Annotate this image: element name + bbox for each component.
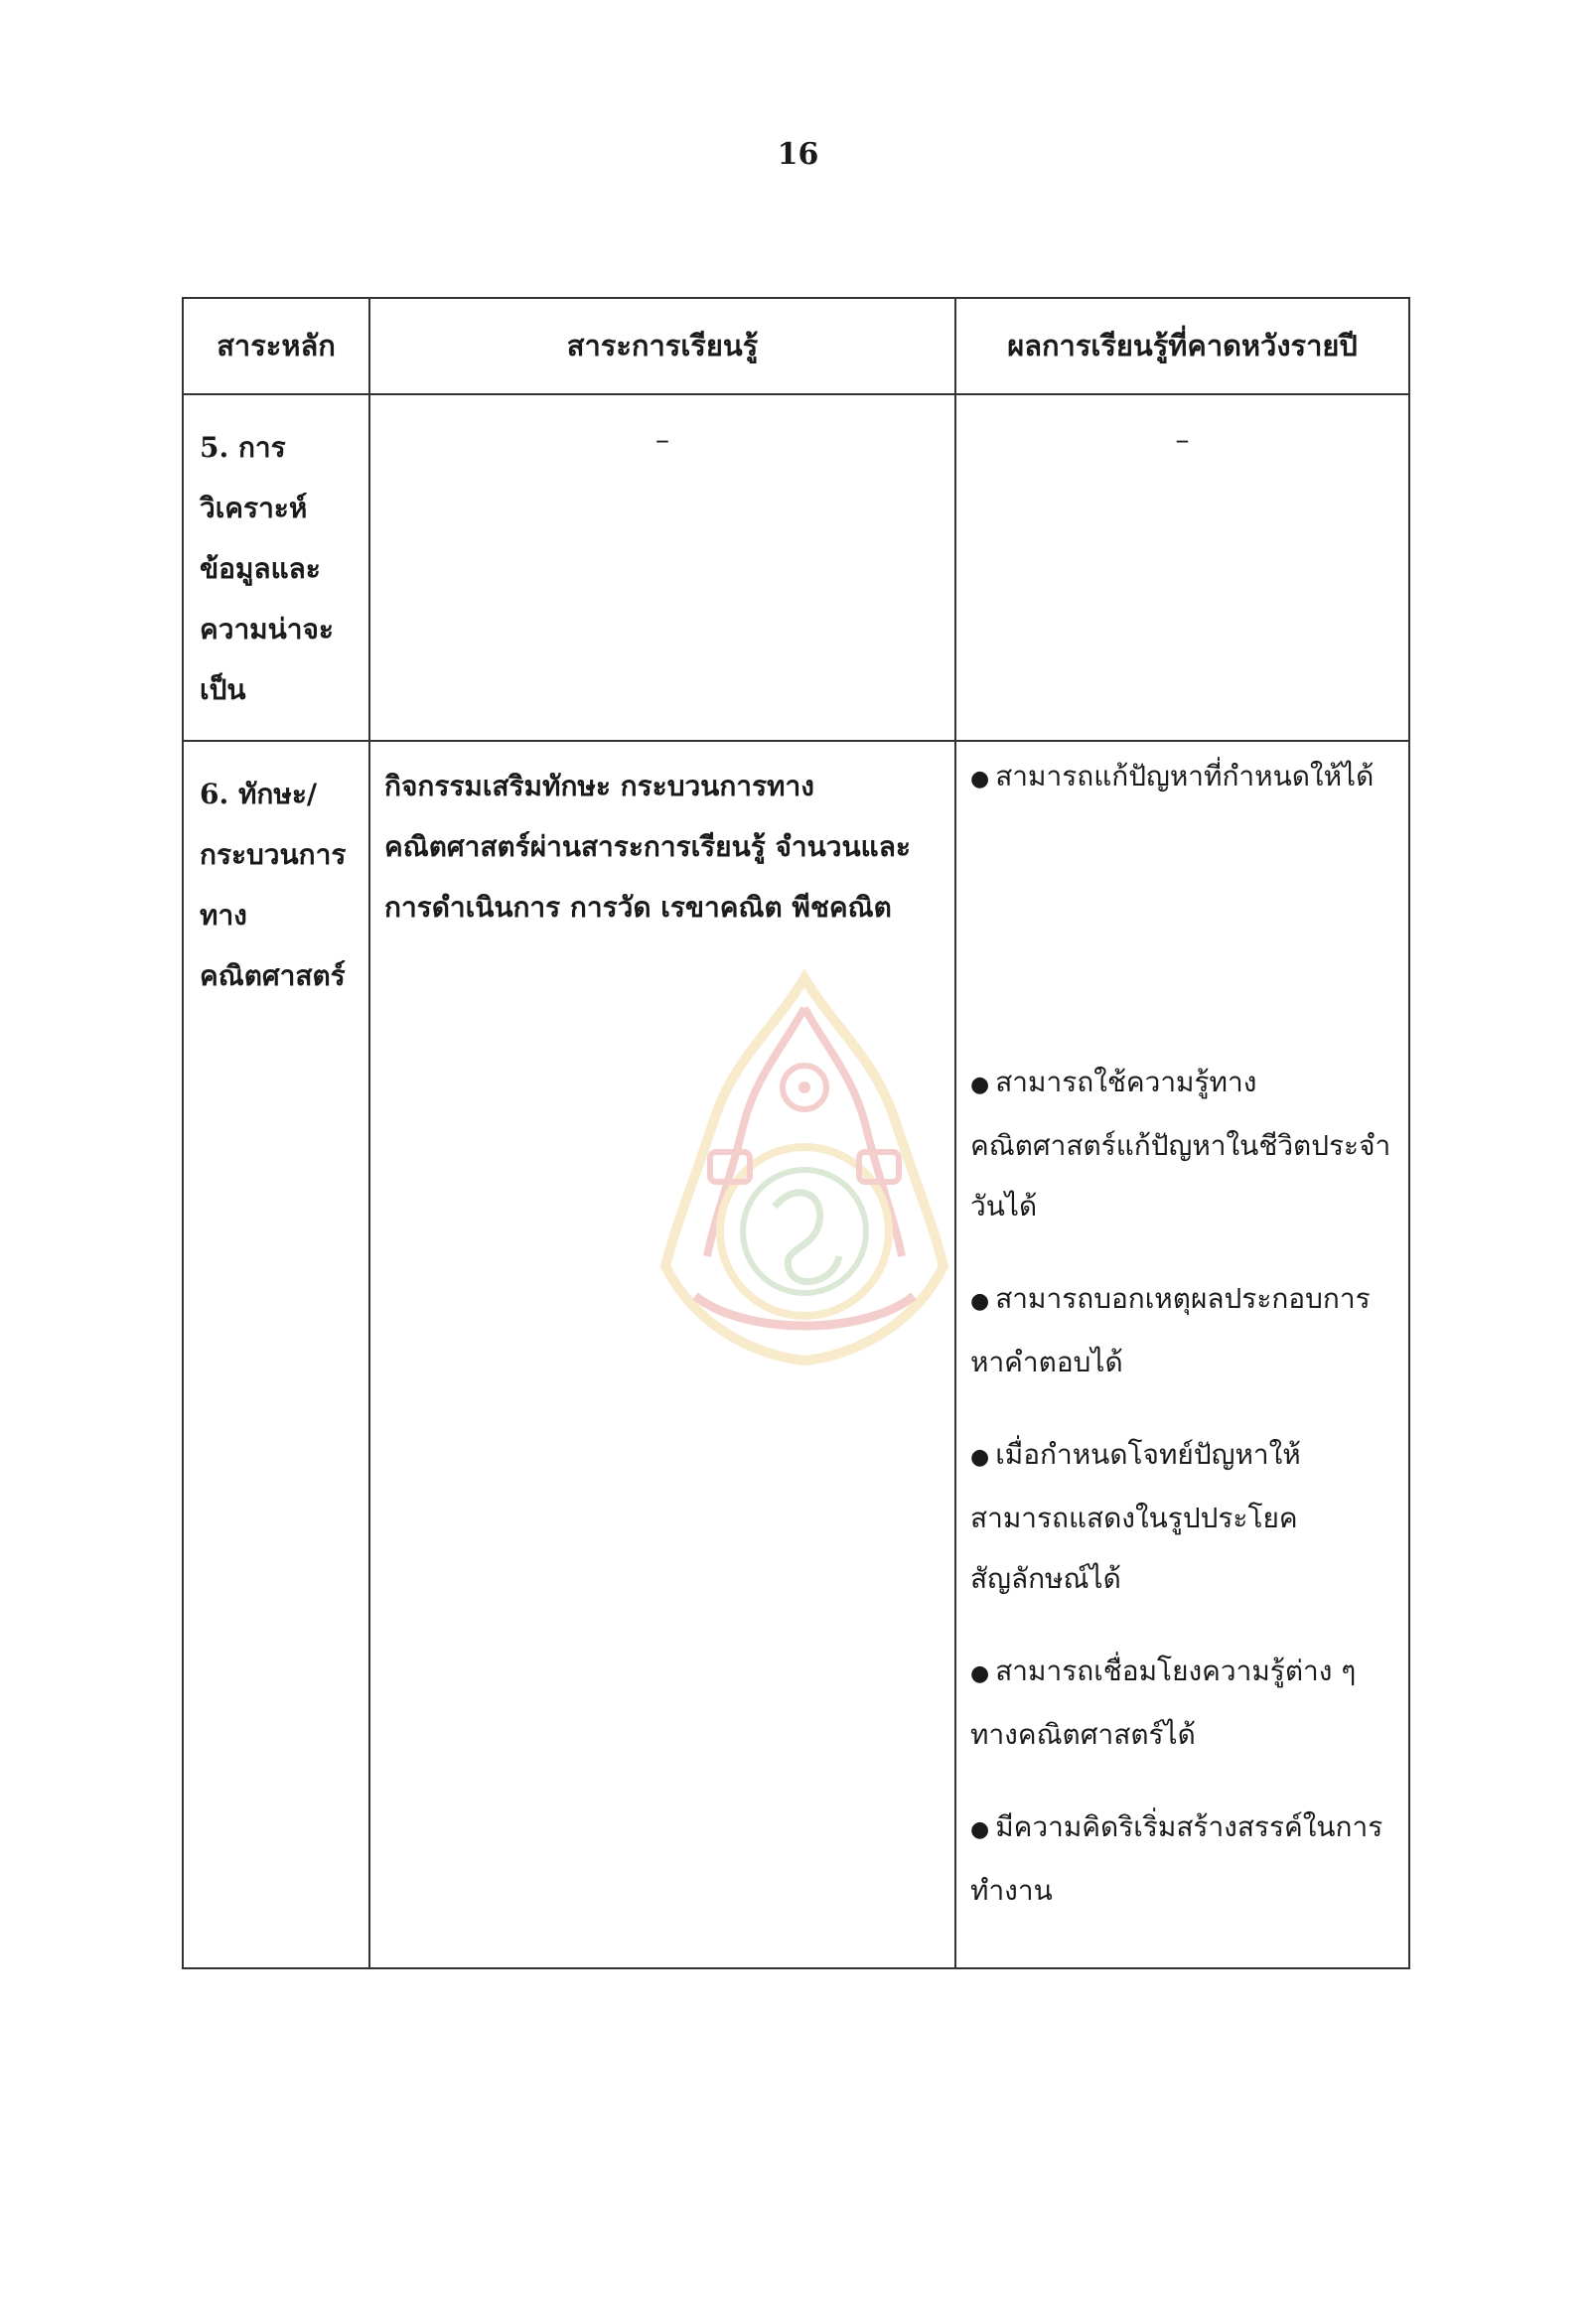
- header-core-topic: สาระหลัก: [183, 298, 369, 394]
- outcome-item: [970, 1268, 1398, 1392]
- outcome-text: สามารถใช้ความรู้ทางคณิตศาสตร์แก้ปัญหาในชีวิตประจำวันได้: [970, 1066, 1391, 1223]
- table-header-row: [183, 298, 1409, 394]
- core-topic-cell: 5. การวิเคราะห์ข้อมูลและความน่าจะเป็น: [183, 394, 369, 741]
- outcome-item: [970, 1052, 1398, 1236]
- outcome-text: สามารถแก้ปัญหาที่กำหนดให้ได้: [995, 760, 1375, 792]
- bullet-icon: ●: [970, 1289, 990, 1314]
- expected-outcomes-cell: [955, 741, 1409, 1968]
- bullet-icon: ●: [970, 1817, 990, 1842]
- bullet-icon: ●: [970, 767, 990, 792]
- bullet-icon: ●: [970, 1073, 990, 1097]
- page-number: 16: [777, 137, 819, 172]
- outcome-item: [970, 1424, 1398, 1609]
- table-row: [183, 741, 1409, 1968]
- outcome-text: มีความคิดริเริ่มสร้างสรรค์ในการทำงาน: [970, 1810, 1383, 1907]
- bullet-icon: ●: [970, 1445, 990, 1470]
- core-topic-cell: 6. ทักษะ/กระบวนการทางคณิตศาสตร์: [183, 741, 369, 1968]
- learning-content-cell: กิจกรรมเสริมทักษะ กระบวนการทางคณิตศาสตร์ผ่านสาระการเรียนรู้ จำนวนและการดำเนินการ การวัด เรขาคณิต พีชคณิต: [369, 741, 955, 1968]
- curriculum-table: [182, 297, 1410, 1969]
- header-learning-content: สาระการเรียนรู้: [369, 298, 955, 394]
- expected-outcome-cell: –: [955, 394, 1409, 741]
- outcome-item: [970, 746, 1398, 809]
- table-row: [183, 394, 1409, 741]
- learning-content-cell: –: [369, 394, 955, 741]
- outcome-text: สามารถเชื่อมโยงความรู้ต่าง ๆ ทางคณิตศาสตร์ได้: [970, 1655, 1357, 1751]
- outcome-item: [970, 1797, 1398, 1921]
- header-expected-outcomes: ผลการเรียนรู้ที่คาดหวังรายปี: [955, 298, 1409, 394]
- bullet-icon: ●: [970, 1661, 990, 1686]
- outcome-text: เมื่อกำหนดโจทย์ปัญหาให้สามารถแสดงในรูปประโยคสัญลักษณ์ได้: [970, 1438, 1301, 1595]
- outcome-item: [970, 1641, 1398, 1765]
- outcome-text: สามารถบอกเหตุผลประกอบการหาคำตอบได้: [970, 1282, 1371, 1378]
